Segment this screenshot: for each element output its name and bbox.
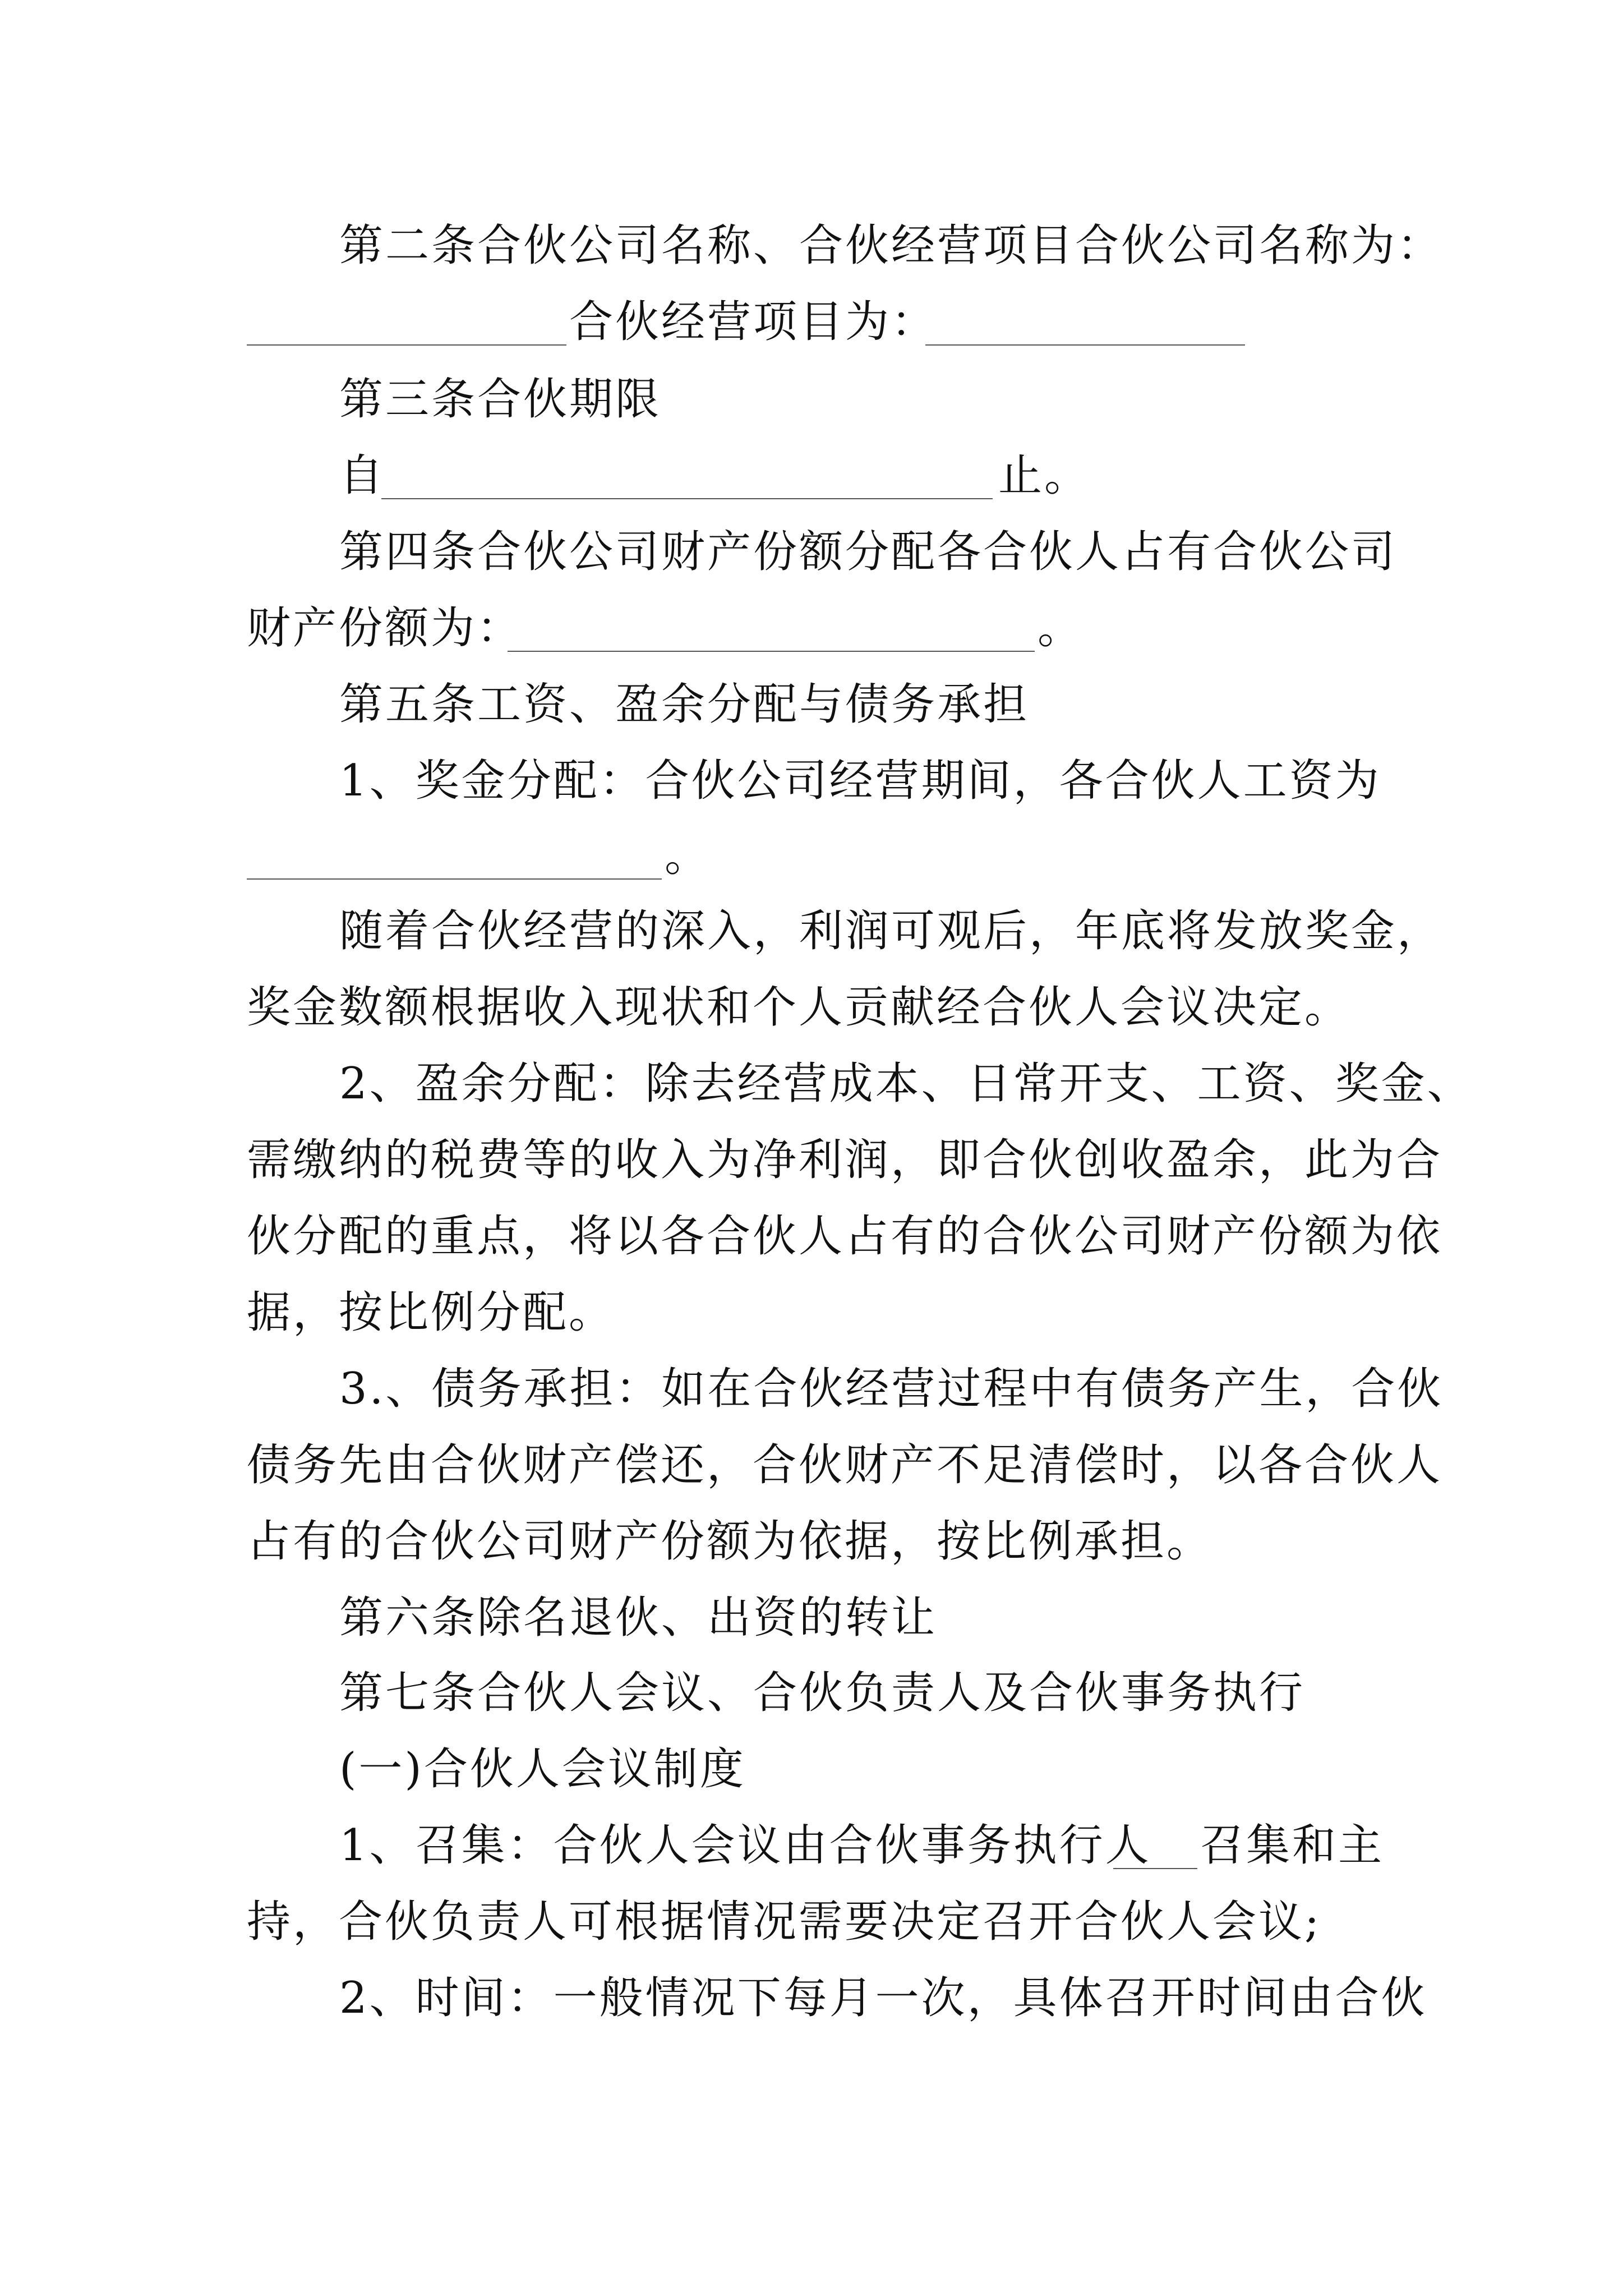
- line-art5-item2-4: [0, 1279, 1623, 1346]
- line-art4-1: [0, 518, 1623, 586]
- line-text: 。: [1038, 603, 1084, 654]
- line-art5-item2-2: [0, 1126, 1623, 1194]
- line-art7-item1-2: [0, 1888, 1623, 1955]
- line-art4-2: [0, 595, 1623, 662]
- line-art2-title: [0, 212, 1623, 279]
- line-text: 第二条合伙公司名称、合伙经营项目合伙公司名称为：: [339, 220, 1444, 271]
- line-text: 占有的合伙公司财产份额为依据，按比例承担。: [247, 1516, 1213, 1567]
- line-text: 第五条工资、盈余分配与债务承担: [339, 679, 1030, 730]
- blank-property-share: [508, 611, 1035, 652]
- blank-partnership-period: [381, 459, 993, 499]
- blank-salary: [247, 839, 662, 880]
- line-text: 合伙经营项目为：: [569, 297, 938, 347]
- line-text: 随着合伙经营的深入，利润可观后，年底将发放奖金，: [339, 906, 1444, 956]
- line-text: 债务先由合伙财产偿还，合伙财产不足清偿时，以各合伙人: [247, 1440, 1443, 1490]
- line-art7-sec1: [0, 1736, 1623, 1803]
- line-text: 2、盈余分配：除去经营成本、日常开支、工资、奖金、: [339, 1059, 1473, 1109]
- line-art5-title: [0, 671, 1623, 738]
- line-art2-content: [0, 288, 1623, 356]
- line-text: 3.、债务承担：如在合伙经营过程中有债务产生，合伙: [339, 1364, 1444, 1414]
- line-art3-title: [0, 366, 1623, 433]
- line-text: 。: [665, 831, 711, 881]
- line-art7-item2-1: [0, 1964, 1623, 2032]
- line-text: 伙分配的重点，将以各合伙人占有的合伙公司财产份额为依: [247, 1211, 1443, 1262]
- line-art5-item2-1: [0, 1050, 1623, 1117]
- line-text: 据，按比例分配。: [247, 1287, 615, 1338]
- line-art5-item3-2: [0, 1432, 1623, 1499]
- line-text: 第七条合伙人会议、合伙负责人及合伙事务执行: [339, 1668, 1306, 1718]
- blank-company-name: [247, 305, 566, 346]
- line-text: 召集和主: [1200, 1820, 1385, 1871]
- line-text: 2、时间：一般情况下每月一次，具体召开时间由合伙: [339, 1973, 1427, 2023]
- line-text: 奖金数额根据收入现状和个人贡献经合伙人会议决定。: [247, 982, 1351, 1033]
- line-text: (一)合伙人会议制度: [339, 1744, 746, 1795]
- line-text: 止。: [998, 450, 1091, 501]
- line-bonus-2: [0, 974, 1623, 1041]
- line-text: 第三条合伙期限: [339, 374, 662, 425]
- line-art3-period: [0, 442, 1623, 509]
- line-text: 1、奖金分配：合伙公司经营期间，各合伙人工资为: [339, 756, 1381, 806]
- line-art5-item3-3: [0, 1508, 1623, 1575]
- line-text: 第四条合伙公司财产份额分配各合伙人占有合伙公司: [339, 527, 1398, 577]
- line-art7-title: [0, 1659, 1623, 1727]
- line-text: 持，合伙负责人可根据情况需要决定召开合伙人会议;: [247, 1897, 1322, 1947]
- line-art6-title: [0, 1584, 1623, 1651]
- line-art5-item1-1: [0, 747, 1623, 815]
- blank-business-project: [925, 305, 1245, 346]
- line-art5-item2-3: [0, 1203, 1623, 1270]
- line-bonus-1: [0, 898, 1623, 965]
- line-text: 自: [339, 450, 386, 501]
- line-text: 1、召集：合伙人会议由合伙事务执行人: [339, 1820, 1151, 1871]
- blank-executor: [1113, 1829, 1197, 1869]
- line-art5-item3-1: [0, 1355, 1623, 1423]
- line-text: 财产份额为：: [247, 603, 523, 654]
- line-art5-item1-2: [0, 822, 1623, 890]
- line-text: 需缴纳的税费等的收入为净利润，即合伙创收盈余，此为合: [247, 1135, 1443, 1185]
- line-text: 第六条除名退伙、出资的转让: [339, 1593, 938, 1643]
- line-art7-item1-1: [0, 1812, 1623, 1879]
